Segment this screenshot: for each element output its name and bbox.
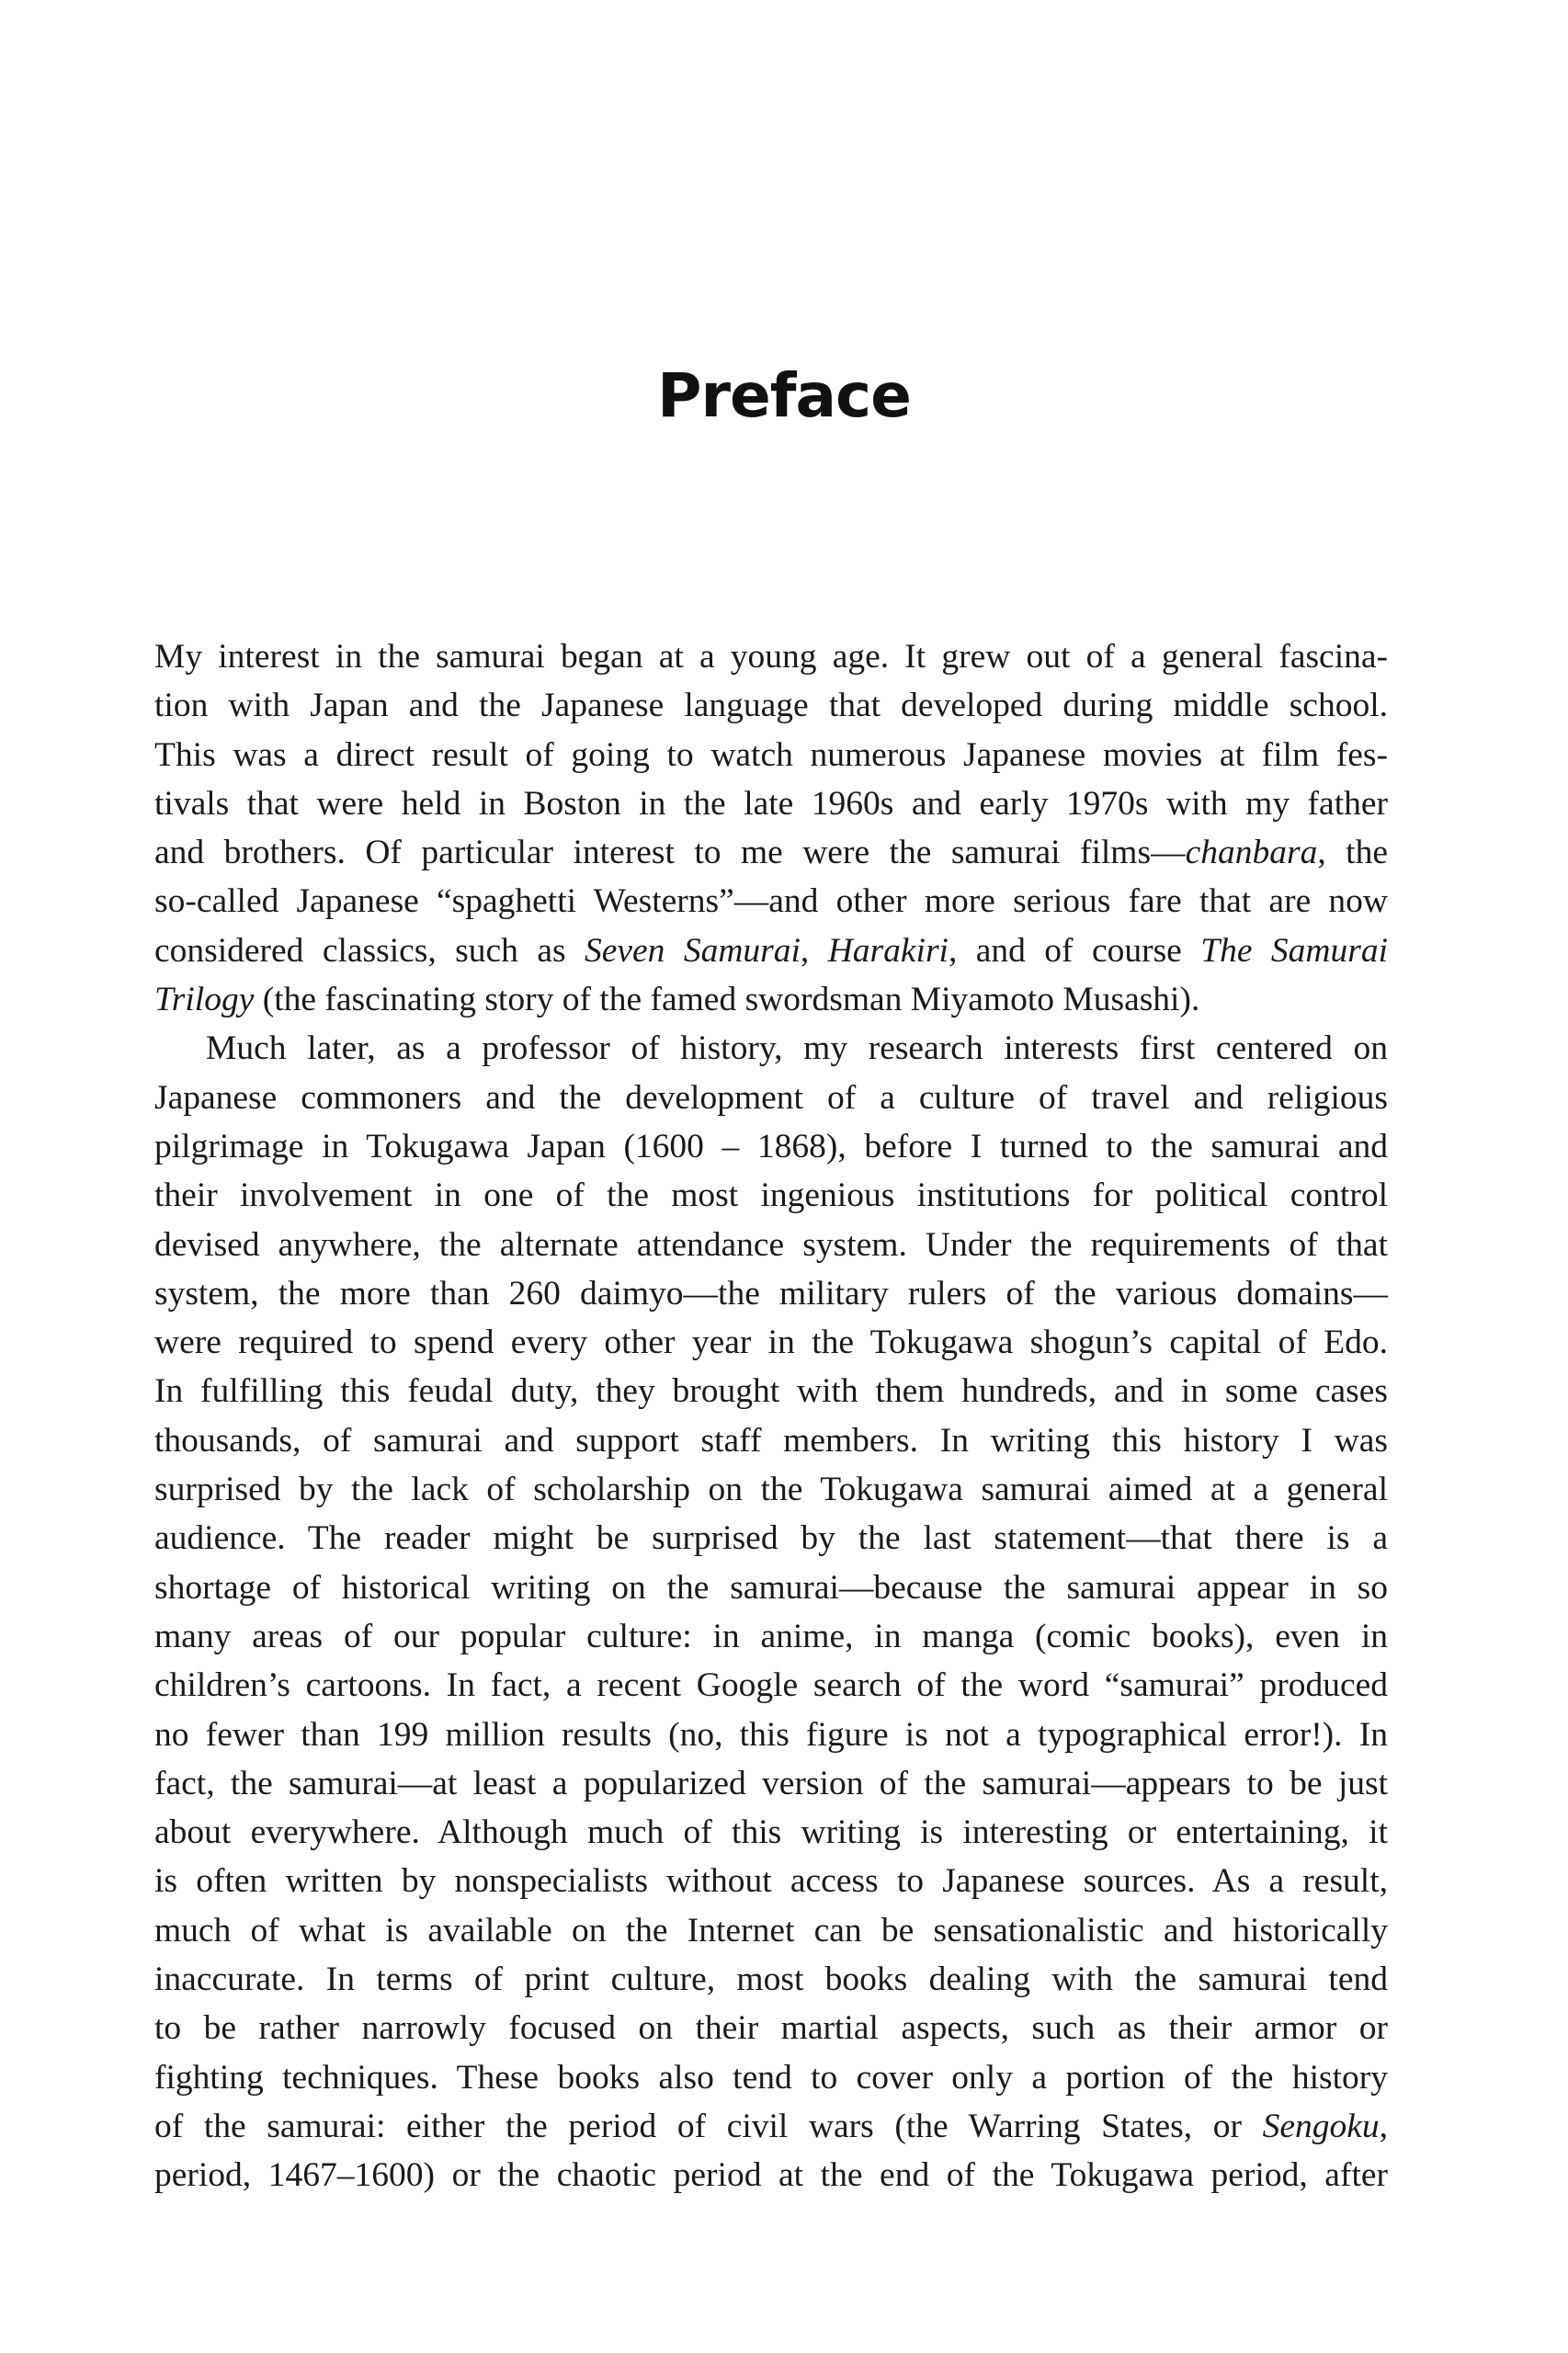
- text-line: [154, 1711, 1388, 1759]
- line-text: and brothers. Of particular interest to me were the samurai films—: [154, 834, 1186, 872]
- text-line: [154, 926, 1388, 975]
- page-title: Preface: [657, 360, 911, 431]
- text-line: [154, 2102, 1388, 2151]
- line-text: fact, the samurai—at least a popularized version of the samurai—appears to be just: [154, 1764, 1388, 1802]
- line-text: considered classics, such as: [154, 931, 585, 970]
- text-line: [154, 1269, 1388, 1318]
- line-text: were required to spend every other year in the Tokugawa shogun’s capital of Edo.: [154, 1324, 1388, 1362]
- line-text: thousands, of samurai and support staff members. In writing this history I was: [154, 1421, 1388, 1460]
- text-line: [154, 1416, 1388, 1465]
- line-text: This was a direct result of going to watch numerous Japanese movies at film fes-: [154, 735, 1388, 774]
- line-text: Much later, as a professor of history, my research interests first centered on: [206, 1029, 1388, 1068]
- text-line: [154, 2151, 1388, 2200]
- italic-title-text: Harakiri: [827, 931, 949, 970]
- line-text: surprised by the lack of scholarship on the Tokugawa samurai aimed at a general: [154, 1471, 1388, 1509]
- text-line: [154, 1367, 1388, 1415]
- line-text: no fewer than 199 million results (no, this figure is not a typographical error!). In: [154, 1715, 1388, 1754]
- italic-title-text: The Samurai: [1200, 931, 1389, 970]
- line-text: much of what is available on the Internet can be sensationalistic and historically: [154, 1911, 1388, 1949]
- line-text: of the samurai: either the period of civil wars (the Warring States, or: [154, 2107, 1263, 2145]
- line-text: is often written by nonspecialists without access to Japanese sources. As a result,: [154, 1862, 1388, 1901]
- text-line: [154, 1612, 1388, 1661]
- line-text: My interest in the samurai began at a young age. It grew out of a general fascina-: [154, 638, 1388, 676]
- line-text: so-called Japanese “spaghetti Westerns”—and other more serious fare that are now: [154, 882, 1388, 921]
- text-line: [154, 975, 1388, 1024]
- line-text: ,: [800, 931, 828, 970]
- text-line: [154, 1514, 1388, 1563]
- text-line: [154, 1857, 1388, 1905]
- line-text: devised anywhere, the alternate attendance system. Under the requirements of that: [154, 1225, 1388, 1264]
- line-text: children’s cartoons. In fact, a recent Google search of the word “samurai” produced: [154, 1666, 1388, 1705]
- line-text: about everywhere. Although much of this writing is interesting or entertaining, it: [154, 1813, 1388, 1852]
- line-text: audience. The reader might be surprised by the last statement—that there is a: [154, 1519, 1388, 1558]
- line-text: tion with Japan and the Japanese language that developed during middle school.: [154, 687, 1388, 725]
- text-line: [154, 632, 1388, 681]
- line-text: ,: [1379, 2107, 1388, 2145]
- text-line: [154, 1808, 1388, 1857]
- line-text: tivals that were held in Boston in the late 1960s and early 1970s with my father: [154, 784, 1388, 823]
- italic-title-text: Seven Samurai: [584, 931, 801, 970]
- line-text: , the: [1317, 834, 1388, 872]
- text-line: [154, 731, 1388, 779]
- line-text: their involvement in one of the most ingenious institutions for political control: [154, 1176, 1388, 1215]
- line-text: period, 1467–1600) or the chaotic period at the end of the Tokugawa period, after: [154, 2156, 1388, 2195]
- text-line: [154, 1171, 1388, 1220]
- line-text: to be rather narrowly focused on their martial aspects, such as their armor or: [154, 2009, 1388, 2048]
- line-text: shortage of historical writing on the samurai—because the samurai appear in so: [154, 1568, 1388, 1607]
- text-line: [154, 1318, 1388, 1367]
- paragraph: [154, 632, 1388, 1024]
- text-line: [154, 681, 1388, 730]
- text-line: [154, 1955, 1388, 2004]
- text-line: [154, 1074, 1388, 1122]
- paragraph: [154, 1024, 1388, 2200]
- text-line: [154, 877, 1388, 926]
- text-line: [154, 2053, 1388, 2102]
- italic-title-text: chanbara: [1185, 834, 1318, 872]
- text-line: [154, 1465, 1388, 1514]
- preface-body: [154, 632, 1388, 2200]
- line-text: inaccurate. In terms of print culture, most books dealing with the samurai tend: [154, 1961, 1388, 1999]
- italic-title-text: Trilogy: [154, 981, 255, 1019]
- text-line: [154, 1563, 1388, 1612]
- italic-title-text: Sengoku: [1262, 2107, 1380, 2145]
- text-line: [154, 1024, 1388, 1073]
- text-line: [154, 1661, 1388, 1710]
- line-text: Japanese commoners and the development of a culture of travel and religious: [154, 1078, 1388, 1117]
- text-line: [154, 2004, 1388, 2052]
- text-line: [154, 1122, 1388, 1171]
- line-text: pilgrimage in Tokugawa Japan (1600 – 1868), before I turned to the samurai and: [154, 1127, 1388, 1165]
- line-text: many areas of our popular culture: in anime, in manga (comic books), even in: [154, 1617, 1388, 1655]
- line-text: system, the more than 260 daimyo—the military rulers of the various domains—: [154, 1274, 1388, 1313]
- text-line: [154, 779, 1388, 828]
- line-text: In fulfilling this feudal duty, they brought with them hundreds, and in some cases: [154, 1372, 1388, 1411]
- text-line: [154, 1906, 1388, 1955]
- line-text: fighting techniques. These books also tend to cover only a portion of the history: [154, 2058, 1388, 2097]
- text-line: [154, 1221, 1388, 1269]
- text-line: [154, 1759, 1388, 1808]
- line-text: (the fascinating story of the famed swordsman Miyamoto Musashi).: [254, 981, 1200, 1019]
- line-text: , and of course: [948, 931, 1201, 970]
- text-line: [154, 828, 1388, 877]
